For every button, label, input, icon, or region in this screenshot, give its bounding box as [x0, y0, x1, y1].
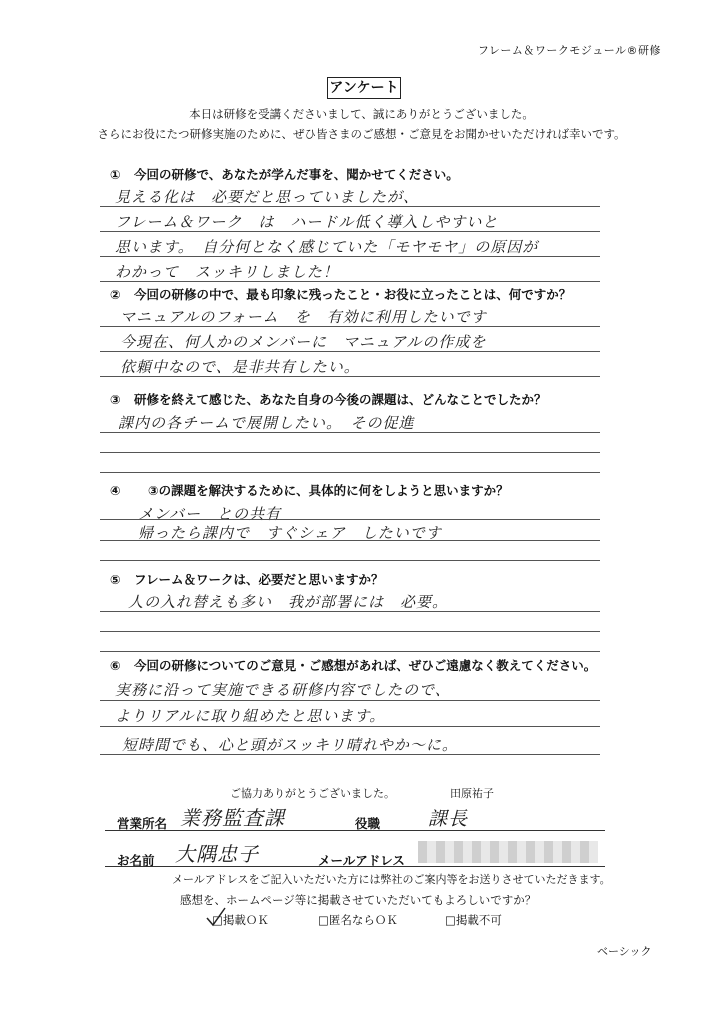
answer-2-3: 依頼中なので、是非共有したい。 [120, 358, 360, 376]
answer-line [100, 351, 600, 352]
question-1 [110, 165, 459, 183]
intro-line-2: さらにお役にたつ研修実施のために、ぜひ皆さまのご感想・ご意見をお聞かせいただければ幸いです。 [97, 127, 626, 141]
instructor-name: 田原祐子 [450, 787, 494, 800]
answer-line [100, 432, 600, 433]
answer-5-1: 人の入れ替えも多い 我が部署には 必要。 [128, 593, 449, 611]
question-number: ② [110, 287, 121, 302]
answer-4-2: 帰ったら課内で すぐシェア したいです [138, 524, 442, 542]
answer-1-1: 見える化は 必要だと思っていましたが、 [115, 188, 420, 206]
question-text: ③の課題を解決するために、具体的に何をしようと思いますか？ [148, 483, 509, 498]
answer-line [100, 256, 600, 257]
name-label: お名前 [117, 853, 155, 868]
office-value[interactable]: 業務監査課 [180, 806, 285, 830]
answer-line [100, 281, 600, 282]
answer-line [100, 206, 600, 207]
answer-line [100, 631, 600, 632]
answer-1-3: 思います。 自分何となく感じていた「モヤモヤ」の原因が [115, 238, 539, 256]
footer-label: ベーシック [597, 945, 652, 958]
thanks-text: ご協力ありがとうございました。 [230, 787, 395, 800]
option-anonymous-ok[interactable] [318, 912, 398, 928]
email-note: メールアドレスをご記入いただいた方には弊社のご案内等をお送りさせていただきます。 [172, 873, 611, 886]
question-5 [110, 570, 384, 588]
answer-line [100, 726, 600, 727]
answer-4-1: メンバー との共有 [138, 505, 281, 523]
option-label: □掲載不可 [445, 913, 502, 927]
office-label: 営業所名 [117, 816, 168, 831]
name-value[interactable]: 大隅忠子 [175, 842, 259, 866]
option-no-publish[interactable] [445, 912, 502, 928]
answer-6-3: 短時間でも、心と頭がスッキリ晴れやか〜に。 [122, 736, 458, 754]
question-number: ⑤ [110, 572, 121, 587]
field-underline [105, 866, 605, 867]
answer-line [100, 472, 600, 473]
question-number: ⑥ [110, 658, 121, 673]
answer-3-1: 課内の各チームで展開したい。 その促進 [118, 414, 415, 432]
answer-2-2: 今現在、何人かのメンバーに マニュアルの作成を [120, 333, 487, 351]
option-label: □掲載ＯＫ [212, 913, 269, 927]
answer-line [100, 452, 600, 453]
field-underline [105, 830, 605, 831]
form-title: アンケート [327, 77, 401, 99]
answer-line [100, 540, 600, 541]
question-text: 今回の研修についてのご意見・ご感想があれば、ぜひご遠慮なく教えてください。 [134, 658, 597, 673]
checkmark-icon [204, 906, 228, 928]
question-4 [110, 481, 509, 499]
question-3 [110, 390, 547, 408]
email-label: メールアドレス [318, 853, 405, 868]
answer-1-4: わかって スッキリしました！ [115, 263, 339, 281]
answer-line [100, 700, 600, 701]
answer-line [100, 231, 600, 232]
question-number: ③ [110, 392, 121, 407]
answer-2-1: マニュアルのフォーム を 有効に利用したいです [120, 308, 487, 326]
question-text: 研修を終えて感じた、あなた自身の今後の課題は、どんなことでしたか？ [134, 392, 547, 407]
question-text: 今回の研修の中で、最も印象に残ったこと・お役に立ったことは、何ですか？ [134, 287, 572, 302]
answer-line [100, 326, 600, 327]
series-title: フレーム＆ワークモジュール®研修 [477, 44, 661, 57]
question-6 [110, 656, 596, 674]
question-text: フレーム＆ワークは、必要だと思いますか？ [134, 572, 384, 587]
question-number: ① [110, 167, 121, 182]
question-number: ④ [110, 483, 121, 498]
option-label: □匿名ならＯＫ [318, 913, 398, 927]
publish-question: 感想を、ホームページ等に掲載させていただいてもよろしいですか？ [180, 893, 537, 907]
answer-line [100, 560, 600, 561]
role-label: 役職 [355, 816, 381, 831]
email-value-redacted[interactable] [418, 841, 598, 863]
answer-1-2: フレーム＆ワーク は ハードル低く導入しやすいと [115, 213, 499, 231]
answer-line [100, 754, 600, 755]
answer-line [100, 651, 600, 652]
answer-6-1: 実務に沿って実施できる研修内容でしたので、 [115, 681, 451, 699]
role-value[interactable]: 課長 [428, 808, 469, 830]
answer-line [100, 376, 600, 377]
answer-6-2: よりリアルに取り組めたと思います。 [115, 707, 386, 725]
question-2 [110, 285, 571, 303]
answer-line [100, 611, 600, 612]
question-text: 今回の研修で、あなたが学んだ事を、聞かせてください。 [134, 167, 459, 182]
intro-line-1: 本日は研修を受講くださいまして、誠にありがとうございました。 [189, 107, 534, 121]
answer-line [100, 519, 600, 520]
